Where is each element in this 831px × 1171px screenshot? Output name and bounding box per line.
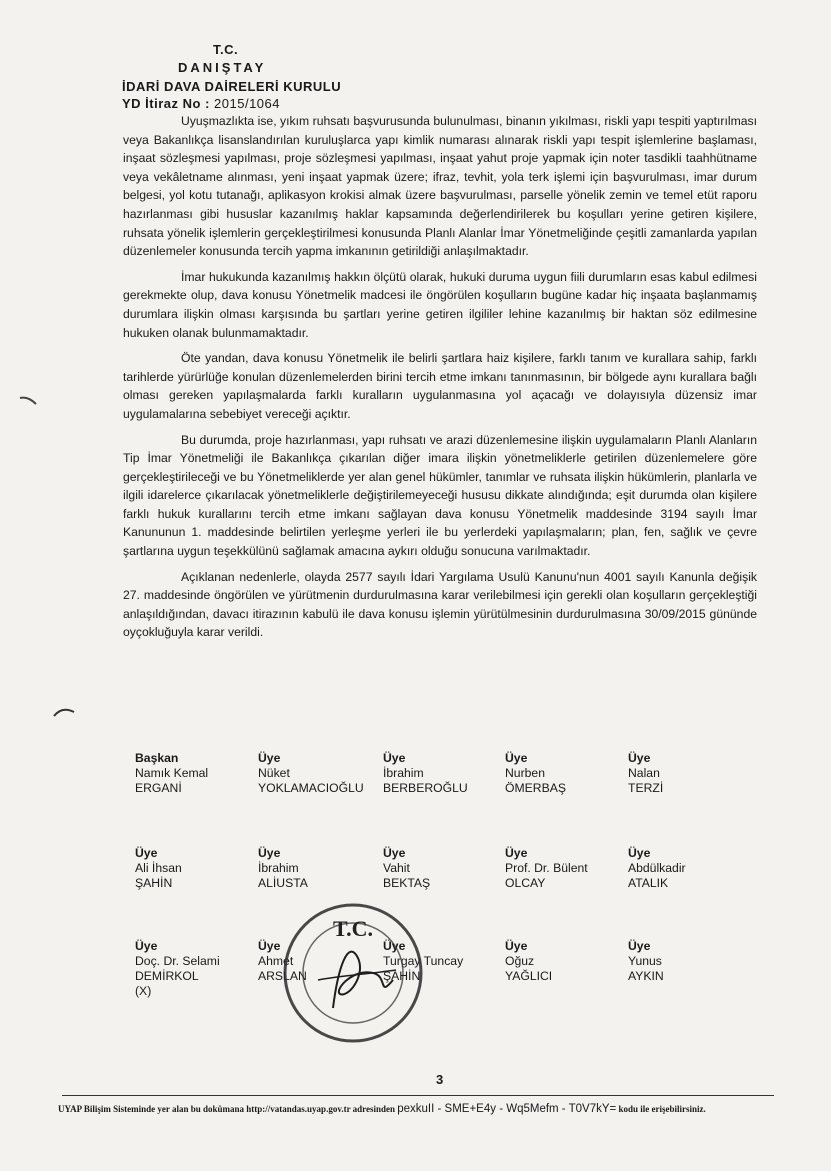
paragraph: Uyuşmazlıkta ise, yıkım ruhsatı başvurusunda bulunulması, binanın yıkılması, riskli yapı tespiti yaptırılması veya Bakanlıkça lisanslandırılan kuruluşlarca yapı kimlik numarası alınarak riskli yapı tespit işlemlerine başlaması, inşaat sözleşmesi yapılması, proje sözleşmesi yapılması, inşaat yahut proje yapmak için noter tasdikli taahhütname veya vekâletname alınması, yeni inşaat yapmak üzere; ifraz, tevhit, yola terk işlemi için başvurulması, imar durum belgesi, yol kotu tutanağı, aplikasyon krokisi almak üzere başvurulması, parselle yönelik zemin ve temel etüt raporu hazırlanması gibi hususlar kazanılmış haklar kapsamında değerlendirilerek bu koşulları yerine getiren kişilere, ruhsata yönelik işlemlerin gerçekleştirilmesi konusunda Planlı Alanlar İmar Yönetmeliğinde çeşitli zamanlarda yapılan düzenlemeler konusunda tercih yapma imkanının getirildiği anlaşılmaktadır. — [123, 114, 757, 259]
page-number: 3 — [436, 1072, 444, 1087]
sig-role: Üye — [628, 939, 651, 953]
signatory — [628, 939, 752, 984]
paragraph: Öte yandan, dava konusu Yönetmelik ile belirli şartlara haiz kişilere, farklı tanım ve kurallara sahip, farklı tarihlerde yürürlüğe konulan düzenlemelerden birini tercih etme imkanı tanınmasının, bir bölgede aynı kurallara bağlı olması gereken yapılaşmalarda farklı kuralların uygulanmasına yol açacağı ve dolayısıyla düzensiz imar uygulamalarına sebebiyet vereceği açıktır. — [123, 351, 757, 421]
sig-role: Üye — [258, 751, 281, 765]
sig-surname: ÖMERBAŞ — [505, 781, 566, 795]
sig-role: Üye — [505, 751, 528, 765]
sig-name: Ahmet — [258, 954, 294, 968]
sig-role: Üye — [505, 846, 528, 860]
scan-mark-icon — [52, 704, 76, 718]
sig-surname: BEKTAŞ — [383, 876, 431, 890]
sig-role: Üye — [383, 846, 406, 860]
paragraph: Açıklanan nedenlerle, olayda 2577 sayılı İdari Yargılama Usulü Kanunu'nun 4001 sayılı Kanunla değişik 27. maddesinde öngörülen ve yürütmenin durdurulmasına karar verilebilmesi için gerekli olan koşulların gerçekleştiği anlaşıldığından, davacı itirazının kabulü ile dava konusu işlemin yürütülmesinin durdurulmasına 30/09/2015 gününde oyçokluğuyla karar verildi. — [123, 569, 757, 640]
sig-role: Üye — [258, 846, 281, 860]
sig-surname: YOKLAMACIOĞLU — [258, 781, 364, 795]
sig-name: Nalan — [628, 766, 660, 780]
signatory — [135, 939, 259, 999]
sig-surname: TERZİ — [628, 781, 664, 795]
sig-surname: ATALIK — [628, 876, 669, 890]
seal-text: T.C. — [333, 916, 373, 941]
header-tc: T.C. — [213, 42, 239, 57]
signatory — [628, 751, 752, 796]
sig-name: Nurben — [505, 766, 545, 780]
sig-role: Üye — [135, 846, 158, 860]
official-seal-icon — [278, 898, 428, 1048]
scan-mark-icon — [18, 394, 38, 406]
sig-name: Yunus — [628, 954, 662, 968]
sig-role: Başkan — [135, 751, 179, 765]
sig-name: Ali İhsan — [135, 861, 182, 875]
signatory — [383, 846, 507, 891]
footer-suffix: kodu ile erişebilirsiniz. — [618, 1104, 706, 1114]
sig-name: İbrahim — [383, 766, 424, 780]
sig-surname: AYKIN — [628, 969, 664, 983]
sig-name: Oğuz — [505, 954, 535, 968]
sig-role: Üye — [628, 846, 651, 860]
sig-role: Üye — [383, 751, 406, 765]
sig-role: Üye — [258, 939, 281, 953]
file-number-label: YD İtiraz No : — [122, 96, 210, 111]
signatory — [135, 846, 259, 891]
footer — [58, 1103, 778, 1115]
file-number-value: 2015/1064 — [214, 96, 280, 111]
sig-name: Abdülkadir — [628, 861, 686, 875]
signatory — [135, 751, 259, 796]
signatory — [258, 846, 382, 891]
decision-body — [123, 112, 757, 649]
sig-name: Prof. Dr. Bülent — [505, 861, 588, 875]
sig-role: Üye — [628, 751, 651, 765]
sig-name: Vahit — [383, 861, 410, 875]
sig-surname: YAĞLICI — [505, 969, 553, 983]
signatory — [258, 751, 382, 796]
sig-role: Üye — [505, 939, 528, 953]
sig-surname: BERBEROĞLU — [383, 781, 468, 795]
sig-name: İbrahim — [258, 861, 299, 875]
sig-role: Üye — [135, 939, 158, 953]
sig-surname: DEMİRKOL — [135, 969, 199, 983]
header-file-number — [122, 96, 280, 111]
verification-code: pexkuII - SME+E4y - Wq5Mefm - T0V7kY= — [397, 1103, 617, 1115]
sig-surname: ARSLAN — [258, 969, 307, 983]
signatory — [505, 846, 629, 891]
paragraph: İmar hukukunda kazanılmış hakkın ölçütü olarak, hukuki duruma uygun fiili durumların esas kabul edilmesi gerekmekte olup, dava konusu Yönetmelik madcesi ile öngörülen koşulların bugüne kadar hiç inşaata başlanmamış durumlara ilişkin olması karşısında bu şartları yerine getiren ilgililer lehine kazanılmış bir haktan söz edilmesine hukuken olanak bulunmamaktadır. — [123, 269, 757, 340]
sig-surname: ŞAHİN — [135, 876, 173, 890]
sig-role: Üye — [383, 939, 406, 953]
sig-name: Nüket — [258, 766, 290, 780]
footer-divider — [62, 1095, 774, 1096]
paragraph: Bu durumda, proje hazırlanması, yapı ruhsatı ve arazi düzenlemesine ilişkin uygulamaların Planlı Alanların Tip İmar Yönetmeliği ile Bakanlıkça çıkarılan diğer imara ilişkin yönetmeliklerle getirilen düzenlemelere göre gerçekleştirileceği ve bu Yönetmeliklerde yer alan genel hükümler, tanımlar ve ruhsata ilişkin hükümlerin, planlarla ve ilgili idarelerce çıkarılacak yönetmeliklerle değiştirilemeyeceği hususu dikkate alındığında; eşit durumda olan kişilere farklı hukuk kurallarını tercih etme imkanı sağlayan dava konusu Yönetmelik maddesinde 3194 sayılı İmar Kanununun 1. maddesinde belirtilen yerleşme yerleri ile bu yerlerdeki yapılaşmaların; plan, fen, sağlık ve çevre şartlarına uygun teşekkülünü sağlamak amacına aykırı olduğu sonucuna varılmaktadır. — [123, 432, 757, 559]
sig-name: Namık Kemal — [135, 766, 209, 780]
signatory — [505, 939, 629, 984]
sig-surname: OLCAY — [505, 876, 546, 890]
header-board: İDARİ DAVA DAİRELERİ KURULU — [122, 79, 342, 94]
sig-surname: ERGANİ — [135, 781, 182, 795]
footer-prefix: UYAP Bilişim Sisteminde yer alan bu dokümana http://vatandas.uyap.gov.tr adresinden — [58, 1104, 395, 1114]
header-court: DANIŞTAY — [178, 60, 267, 75]
sig-surname: ALİUSTA — [258, 876, 308, 890]
sig-name: Turgay Tuncay — [383, 954, 464, 968]
signatory — [383, 751, 507, 796]
signatory — [628, 846, 752, 891]
sig-surname: ŞAHİN — [383, 969, 421, 983]
dissent-mark: (X) — [135, 984, 152, 998]
signatory — [505, 751, 629, 796]
sig-name: Doç. Dr. Selami — [135, 954, 220, 968]
